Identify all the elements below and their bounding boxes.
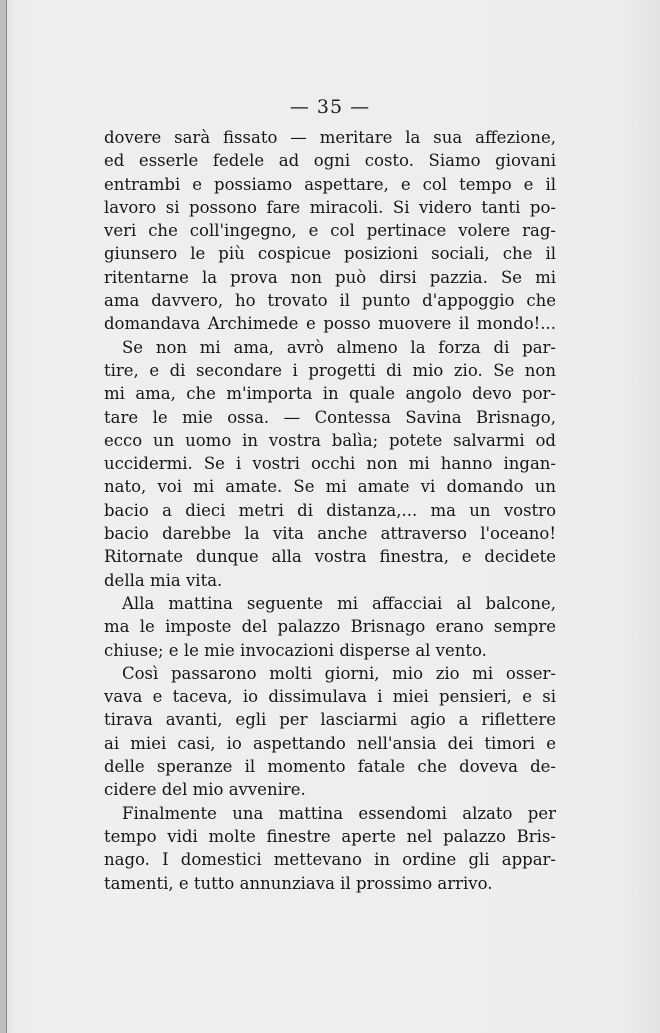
text-line: Ritornate dunque alla vostra finestra, e decidete — [104, 547, 556, 567]
text-line: tare le mie ossa. — Contessa Savina Brisnago, — [104, 407, 556, 427]
text-line: ma le imposte del palazzo Brisnago erano sempre — [104, 617, 556, 637]
text-line: uccidermi. Se i vostri occhi non mi hanno ingan- — [104, 454, 556, 474]
text-line: lavoro si possono fare miracoli. Si videro tanti po- — [104, 197, 556, 217]
text-line: tirava avanti, egli per lasciarmi agio a riflettere — [104, 710, 556, 730]
text-line: entrambi e possiamo aspettare, e col tempo e il — [104, 174, 556, 194]
text-line: della mia vita. — [104, 570, 223, 590]
text-line: chiuse; e le mie invocazioni disperse al vento. — [104, 640, 487, 660]
text-line: tire, e di secondare i progetti di mio zio. Se non — [104, 360, 556, 380]
text-line: bacio a dieci metri di distanza,... ma un vostro — [104, 500, 556, 520]
spine-edge-line — [6, 0, 7, 1033]
text-line: bacio darebbe la vita anche attraverso l'oceano! — [104, 524, 556, 544]
text-line: veri che coll'ingegno, e col pertinace volere rag- — [104, 221, 556, 241]
page-number: — 35 — — [289, 96, 371, 118]
text-line: ecco un uomo in vostra balìa; potete salvarmi od — [104, 430, 556, 450]
text-line: ama davvero, ho trovato il punto d'appoggio che — [104, 291, 556, 311]
text-line: cidere del mio avvenire. — [104, 780, 306, 800]
text-line: tamenti, e tutto annunziava il prossimo arrivo. — [104, 873, 493, 893]
text-line: vava e taceva, io dissimulava i miei pensieri, e si — [104, 687, 556, 707]
text-line: ai miei casi, io aspettando nell'ansia dei timori e — [104, 733, 556, 753]
body-text — [104, 126, 556, 895]
text-line: Così passarono molti giorni, mio zio mi osser- — [122, 663, 556, 683]
text-line: domandava Archimede e posso muovere il mondo!... — [104, 314, 556, 334]
text-line: nago. I domestici mettevano in ordine gli appar- — [104, 850, 556, 870]
text-line: tempo vidi molte finestre aperte nel palazzo Bris- — [104, 826, 556, 846]
text-line: mi ama, che m'importa in quale angolo devo por- — [104, 384, 556, 404]
text-line: ritentarne la prova non può dirsi pazzia. Se mi — [104, 267, 556, 287]
text-line: nato, voi mi amate. Se mi amate vi domando un — [104, 477, 556, 497]
text-line: giunsero le più cospicue posizioni sociali, che il — [104, 244, 556, 264]
text-line: Se non mi ama, avrò almeno la forza di par- — [122, 337, 556, 357]
text-line: Alla mattina seguente mi affacciai al balcone, — [122, 593, 556, 613]
text-line: Finalmente una mattina essendomi alzato per — [122, 803, 556, 823]
text-line: delle speranze il momento fatale che doveva de- — [104, 757, 556, 777]
text-line: dovere sarà fissato — meritare la sua affezione, — [104, 128, 556, 147]
text-line: ed esserle fedele ad ogni costo. Siamo giovani — [104, 151, 556, 171]
